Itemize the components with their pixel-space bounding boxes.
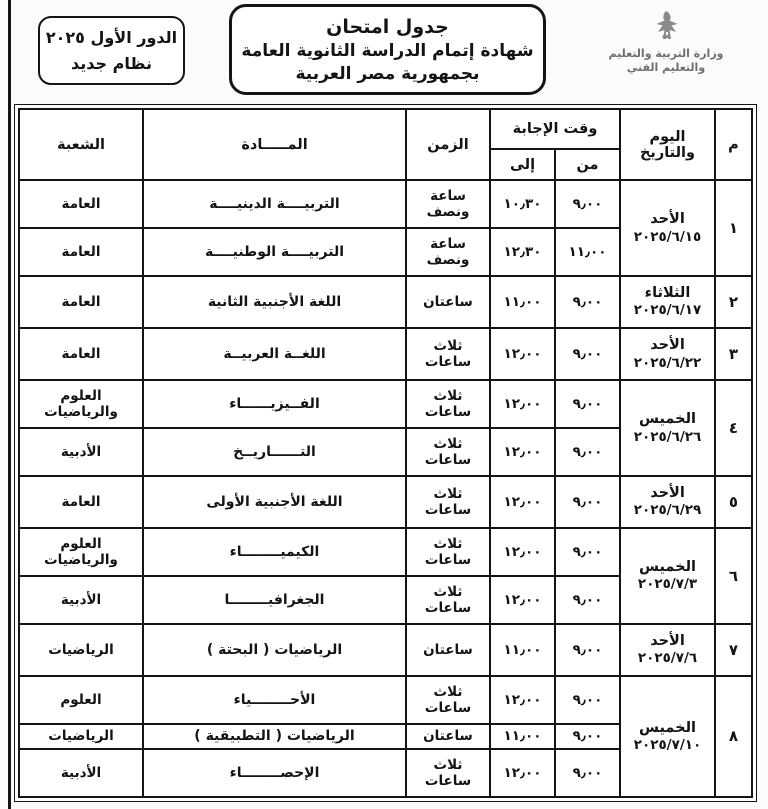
title-line-3: بجمهورية مصر العربية [295,63,480,84]
day-name: الأحد [650,337,685,354]
header-day-date: اليوم والتاريخ [620,109,715,180]
duration-cell: ثلاث ساعات [406,328,490,380]
serial-cell: ٥ [715,476,752,528]
table-row [19,180,752,228]
ministry-seal-logo [582,5,750,99]
subject-cell: التربيــــة الدينيــــة [143,180,406,228]
exam-round-label: الدور الأول ٢٠٢٥ [45,28,178,47]
duration-cell: ثلاث ساعات [406,749,490,797]
from-cell: ٩٫٠٠ [555,428,620,476]
from-cell: ٩٫٠٠ [555,276,620,328]
date-value: ٢٠٢٥/٦/٢٩ [633,502,702,519]
subject-cell: التربيــــة الوطنيــــة [143,228,406,276]
table-row [19,476,752,528]
duration-cell: ساعة ونصف [406,228,490,276]
branch-cell: الأدبية [19,576,143,624]
subject-cell: اللغة الأجنبية الأولى [143,476,406,528]
branch-cell: العامة [19,276,143,328]
ministry-seal-icon [582,5,750,99]
day-name: الخميس [638,411,696,428]
duration-cell: ساعة ونصف [406,180,490,228]
header-branch: الشعبة [19,109,143,180]
to-cell: ١٢٫٠٠ [490,380,555,428]
subject-cell: الأحــــــــياء [143,676,406,724]
day-date-cell [620,180,715,276]
from-cell: ٩٫٠٠ [555,328,620,380]
table-row [19,624,752,676]
subject-cell: الرياضيات ( التطبيقية ) [143,724,406,749]
to-cell: ١٢٫٠٠ [490,476,555,528]
to-cell: ١٢٫٠٠ [490,328,555,380]
duration-cell: ساعتان [406,724,490,749]
exam-round-box [38,16,185,85]
from-cell: ٩٫٠٠ [555,476,620,528]
to-cell: ١٢٫٠٠ [490,528,555,576]
to-cell: ١١٫٠٠ [490,724,555,749]
from-cell: ٩٫٠٠ [555,576,620,624]
day-date-cell [620,476,715,528]
from-cell: ٩٫٠٠ [555,528,620,576]
branch-cell: العامة [19,228,143,276]
date-value: ٢٠٢٥/٧/١٠ [633,737,702,754]
branch-cell: الرياضيات [19,724,143,749]
day-date-cell [620,528,715,624]
to-cell: ١١٫٠٠ [490,624,555,676]
exam-schedule-table [18,108,753,798]
to-cell: ١٢٫٣٠ [490,228,555,276]
duration-cell: ثلاث ساعات [406,676,490,724]
duration-cell: ثلاث ساعات [406,476,490,528]
branch-cell: الأدبية [19,749,143,797]
system-label: نظام جديد [71,54,152,73]
header-answer-time: وقت الإجابة [490,109,620,149]
serial-cell: ٣ [715,328,752,380]
serial-cell: ٦ [715,528,752,624]
table-row [19,276,752,328]
day-date-cell [620,676,715,797]
branch-cell: العلوم والرياضيات [19,528,143,576]
exam-title-box [229,4,546,95]
date-value: ٢٠٢٥/٦/٢٦ [633,428,702,445]
seal-center-text-1: وزارة التربية والتعليم [608,47,724,60]
subject-cell: اللغــة العربيــة [143,328,406,380]
date-value: ٢٠٢٥/٧/٣ [637,576,698,593]
serial-cell: ٤ [715,380,752,476]
day-name: الثلاثاء [644,285,691,302]
title-line-2: شهادة إتمام الدراسة الثانوية العامة [241,40,534,61]
day-date-cell [620,624,715,676]
from-cell: ٩٫٠٠ [555,380,620,428]
duration-cell: ثلاث ساعات [406,428,490,476]
from-cell: ٩٫٠٠ [555,180,620,228]
duration-cell: ثلاث ساعات [406,528,490,576]
egypt-eagle-icon [657,11,678,39]
header-duration: الزمن [406,109,490,180]
day-name: الخميس [638,719,696,736]
seal-center-text-2: والتعليم الفني [626,61,706,74]
subject-cell: التــــــاريــخ [143,428,406,476]
header-to: إلى [490,149,555,180]
date-value: ٢٠٢٥/٦/١٧ [633,302,702,319]
day-name: الأحد [650,485,685,502]
subject-cell: اللغة الأجنبية الثانية [143,276,406,328]
subject-cell: الجغرافيــــــــا [143,576,406,624]
serial-cell: ٢ [715,276,752,328]
day-date-cell [620,328,715,380]
date-value: ٢٠٢٥/٦/٢٢ [633,354,702,371]
branch-cell: الأدبية [19,428,143,476]
duration-cell: ساعتان [406,624,490,676]
duration-cell: ثلاث ساعات [406,380,490,428]
to-cell: ١٠٫٣٠ [490,180,555,228]
title-line-1: جدول امتحان [326,15,449,38]
header-from: من [555,149,620,180]
duration-cell: ساعتان [406,276,490,328]
date-value: ٢٠٢٥/٦/١٥ [633,228,702,245]
branch-cell: العلوم والرياضيات [19,380,143,428]
exam-schedule-table-frame [14,104,757,802]
table-row [19,528,752,576]
to-cell: ١١٫٠٠ [490,276,555,328]
day-name: الأحد [650,633,685,650]
duration-cell: ثلاث ساعات [406,576,490,624]
svg-text:MINISTRY OF EDUCATION AND TECH [582,5,586,7]
date-value: ٢٠٢٥/٧/٦ [637,650,698,667]
header-subject: المـــــادة [143,109,406,180]
day-name: الأحد [650,211,685,228]
from-cell: ٩٫٠٠ [555,749,620,797]
branch-cell: العامة [19,180,143,228]
subject-cell: الكيميــــــــاء [143,528,406,576]
from-cell: ٩٫٠٠ [555,676,620,724]
branch-cell: العامة [19,476,143,528]
subject-cell: الرياضيات ( البحتة ) [143,624,406,676]
to-cell: ١٢٫٠٠ [490,428,555,476]
left-margin-rule [8,0,11,809]
subject-cell: الفــيزيــــــاء [143,380,406,428]
table-row [19,380,752,428]
from-cell: ١١٫٠٠ [555,228,620,276]
subject-cell: الإحصــــــــاء [143,749,406,797]
day-date-cell [620,276,715,328]
from-cell: ٩٫٠٠ [555,624,620,676]
serial-cell: ١ [715,180,752,276]
seal-ring-text [582,5,586,7]
serial-cell: ٨ [715,676,752,797]
branch-cell: العلوم [19,676,143,724]
header-serial: م [715,109,752,180]
table-row [19,676,752,724]
from-cell: ٩٫٠٠ [555,724,620,749]
to-cell: ١٢٫٠٠ [490,676,555,724]
serial-cell: ٧ [715,624,752,676]
branch-cell: الرياضيات [19,624,143,676]
branch-cell: العامة [19,328,143,380]
to-cell: ١٢٫٠٠ [490,749,555,797]
day-date-cell [620,380,715,476]
table-row [19,328,752,380]
day-name: الخميس [638,559,696,576]
to-cell: ١٢٫٠٠ [490,576,555,624]
